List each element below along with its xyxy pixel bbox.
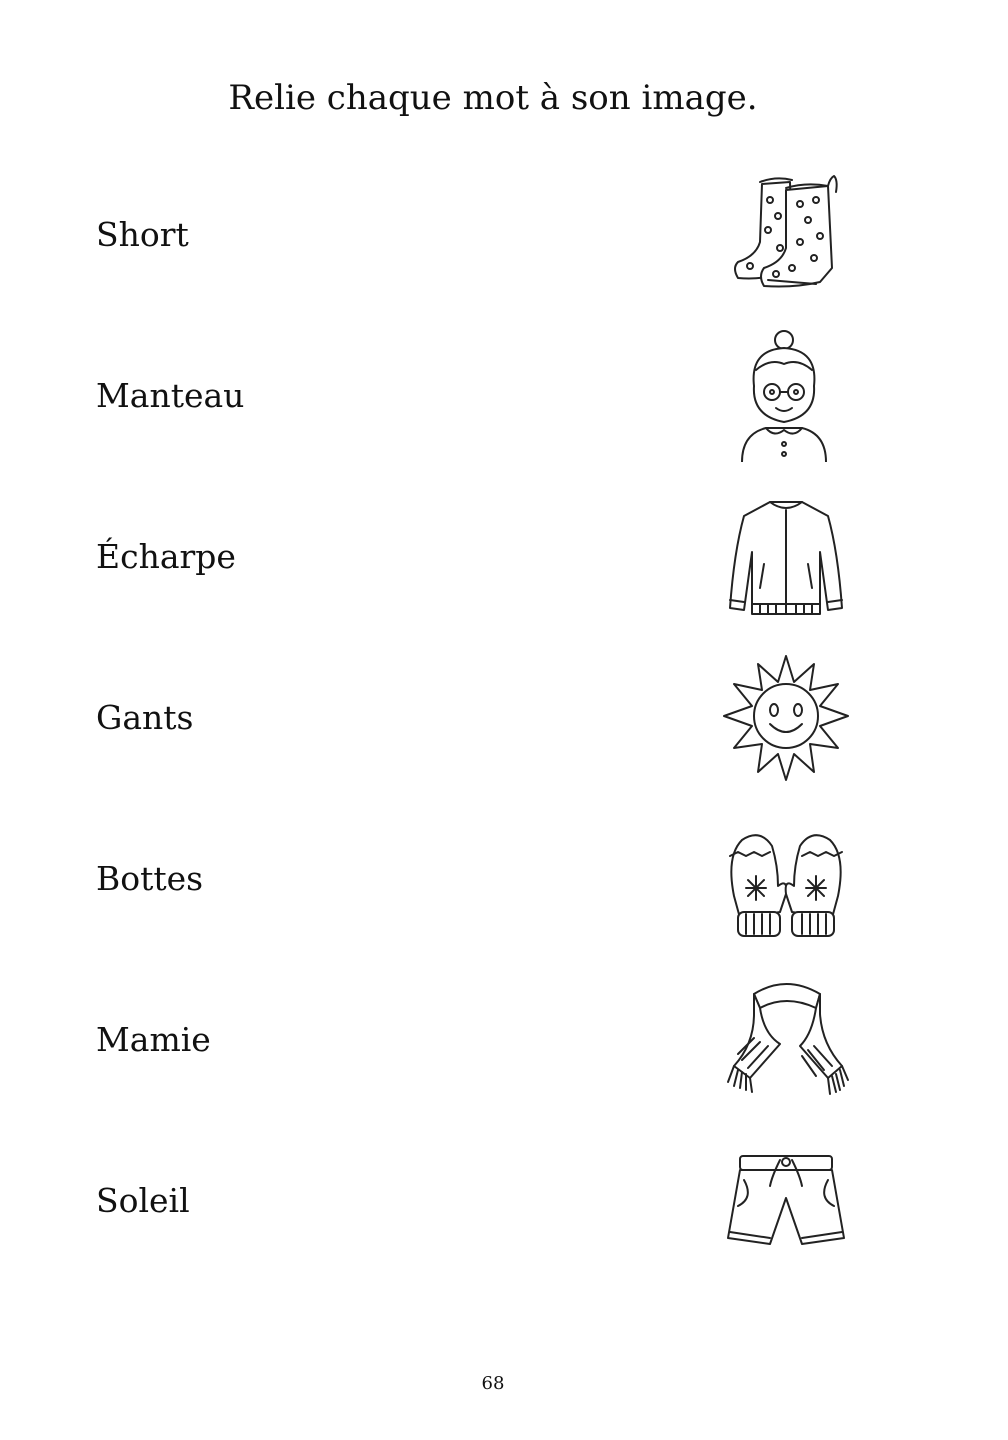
scarf-icon[interactable] xyxy=(720,974,852,1106)
word-item[interactable]: Gants xyxy=(96,698,194,737)
word-item[interactable]: Mamie xyxy=(96,1020,211,1059)
grandma-icon[interactable] xyxy=(720,330,852,462)
instruction-title: Relie chaque mot à son image. xyxy=(228,78,758,118)
word-item[interactable]: Bottes xyxy=(96,859,204,898)
word-item[interactable]: Écharpe xyxy=(96,537,236,576)
jacket-icon[interactable] xyxy=(720,492,852,624)
mittens-icon[interactable] xyxy=(720,826,852,958)
page-number: 68 xyxy=(481,1373,505,1394)
shorts-icon[interactable] xyxy=(720,1146,852,1278)
boots-icon[interactable] xyxy=(720,170,852,302)
sun-icon[interactable] xyxy=(720,652,852,784)
word-item[interactable]: Manteau xyxy=(96,376,245,415)
word-item[interactable]: Short xyxy=(96,215,189,254)
word-item[interactable]: Soleil xyxy=(96,1181,190,1220)
